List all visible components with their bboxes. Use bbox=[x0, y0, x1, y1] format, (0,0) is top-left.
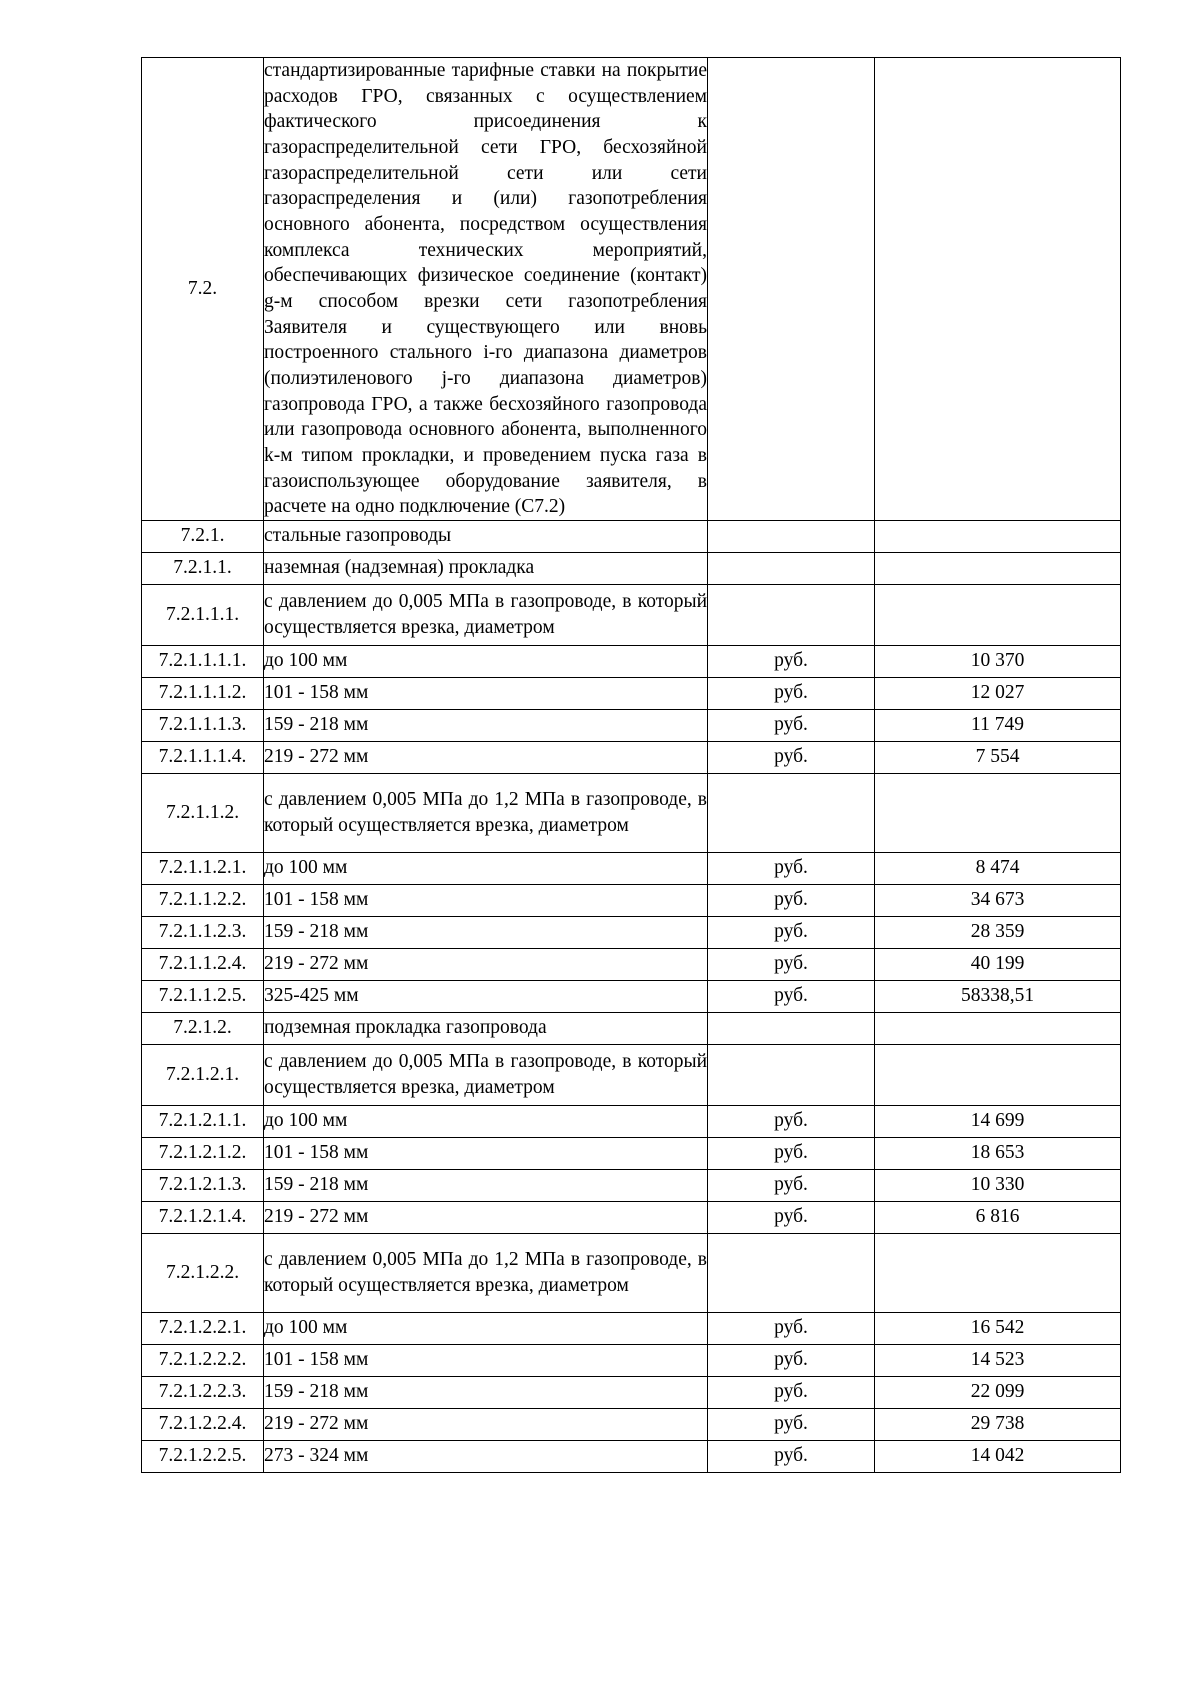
row-unit: руб. bbox=[708, 1201, 875, 1233]
row-description: 219 - 272 мм bbox=[264, 948, 708, 980]
row-description: до 100 мм bbox=[264, 645, 708, 677]
row-value bbox=[875, 1233, 1121, 1312]
row-value: 34 673 bbox=[875, 884, 1121, 916]
table-row bbox=[142, 948, 1121, 980]
row-unit: руб. bbox=[708, 741, 875, 773]
table-row bbox=[142, 1344, 1121, 1376]
row-value: 14 699 bbox=[875, 1105, 1121, 1137]
row-value: 10 330 bbox=[875, 1169, 1121, 1201]
row-number: 7.2.1.2.2.1. bbox=[142, 1312, 264, 1344]
row-value bbox=[875, 58, 1121, 521]
row-number: 7.2.1.1.1. bbox=[142, 584, 264, 645]
row-unit bbox=[708, 1044, 875, 1105]
table-row bbox=[142, 1169, 1121, 1201]
row-description: 159 - 218 мм bbox=[264, 1169, 708, 1201]
table-row bbox=[142, 645, 1121, 677]
row-number: 7.2.1.1.2.4. bbox=[142, 948, 264, 980]
row-number: 7.2.1.1.2.2. bbox=[142, 884, 264, 916]
row-description: 219 - 272 мм bbox=[264, 1408, 708, 1440]
row-unit bbox=[708, 584, 875, 645]
table-row bbox=[142, 1012, 1121, 1044]
row-unit: руб. bbox=[708, 948, 875, 980]
row-value: 22 099 bbox=[875, 1376, 1121, 1408]
row-unit: руб. bbox=[708, 916, 875, 948]
row-number: 7.2.1.1.2.1. bbox=[142, 852, 264, 884]
table-row bbox=[142, 1105, 1121, 1137]
row-value: 7 554 bbox=[875, 741, 1121, 773]
row-number: 7.2.1.2.2.5. bbox=[142, 1440, 264, 1472]
table-row bbox=[142, 773, 1121, 852]
tariff-table bbox=[141, 57, 1121, 1473]
row-unit bbox=[708, 1233, 875, 1312]
row-description: с давлением до 0,005 МПа в газопроводе, в который осуществляется врезка, диаметром bbox=[264, 584, 708, 645]
row-number: 7.2.1.2.1. bbox=[142, 1044, 264, 1105]
table-row bbox=[142, 584, 1121, 645]
row-description: до 100 мм bbox=[264, 1312, 708, 1344]
row-value: 58338,51 bbox=[875, 980, 1121, 1012]
row-unit bbox=[708, 773, 875, 852]
table-row bbox=[142, 741, 1121, 773]
row-description: 325-425 мм bbox=[264, 980, 708, 1012]
table-row bbox=[142, 1137, 1121, 1169]
row-unit bbox=[708, 520, 875, 552]
row-description: 101 - 158 мм bbox=[264, 677, 708, 709]
row-description: до 100 мм bbox=[264, 1105, 708, 1137]
tariff-table-body bbox=[142, 58, 1121, 1473]
row-number: 7.2.1.1.2. bbox=[142, 773, 264, 852]
row-value bbox=[875, 1044, 1121, 1105]
row-unit: руб. bbox=[708, 1376, 875, 1408]
table-row bbox=[142, 916, 1121, 948]
row-unit: руб. bbox=[708, 1312, 875, 1344]
table-row bbox=[142, 709, 1121, 741]
table-row bbox=[142, 520, 1121, 552]
row-description: с давлением 0,005 МПа до 1,2 МПа в газопроводе, в который осуществляется врезка, диаметром bbox=[264, 773, 708, 852]
row-value bbox=[875, 1012, 1121, 1044]
row-number: 7.2.1.1.1.1. bbox=[142, 645, 264, 677]
row-value: 28 359 bbox=[875, 916, 1121, 948]
row-value: 18 653 bbox=[875, 1137, 1121, 1169]
row-description: 219 - 272 мм bbox=[264, 1201, 708, 1233]
row-description: подземная прокладка газопровода bbox=[264, 1012, 708, 1044]
row-number: 7.2.1.2.1.2. bbox=[142, 1137, 264, 1169]
row-number: 7.2.1.1.2.5. bbox=[142, 980, 264, 1012]
row-value: 6 816 bbox=[875, 1201, 1121, 1233]
table-row bbox=[142, 852, 1121, 884]
table-row bbox=[142, 1201, 1121, 1233]
row-unit: руб. bbox=[708, 677, 875, 709]
row-unit: руб. bbox=[708, 709, 875, 741]
row-description: 219 - 272 мм bbox=[264, 741, 708, 773]
row-value: 8 474 bbox=[875, 852, 1121, 884]
row-description: до 100 мм bbox=[264, 852, 708, 884]
row-unit: руб. bbox=[708, 852, 875, 884]
row-value: 16 542 bbox=[875, 1312, 1121, 1344]
row-number: 7.2.1. bbox=[142, 520, 264, 552]
row-unit: руб. bbox=[708, 1408, 875, 1440]
row-description: 159 - 218 мм bbox=[264, 709, 708, 741]
row-description: 159 - 218 мм bbox=[264, 916, 708, 948]
table-row bbox=[142, 1312, 1121, 1344]
table-row bbox=[142, 980, 1121, 1012]
row-unit bbox=[708, 552, 875, 584]
row-value bbox=[875, 773, 1121, 852]
row-value: 40 199 bbox=[875, 948, 1121, 980]
row-number: 7.2.1.1.1.4. bbox=[142, 741, 264, 773]
table-row bbox=[142, 1233, 1121, 1312]
row-value: 29 738 bbox=[875, 1408, 1121, 1440]
row-value: 12 027 bbox=[875, 677, 1121, 709]
row-unit: руб. bbox=[708, 884, 875, 916]
row-unit: руб. bbox=[708, 980, 875, 1012]
row-unit: руб. bbox=[708, 1440, 875, 1472]
row-value: 14 042 bbox=[875, 1440, 1121, 1472]
row-number: 7.2.1.2.2.3. bbox=[142, 1376, 264, 1408]
row-description: с давлением до 0,005 МПа в газопроводе, в который осуществляется врезка, диаметром bbox=[264, 1044, 708, 1105]
row-number: 7.2.1.2. bbox=[142, 1012, 264, 1044]
row-number: 7.2.1.2.2. bbox=[142, 1233, 264, 1312]
row-value bbox=[875, 584, 1121, 645]
table-row bbox=[142, 677, 1121, 709]
row-description: стандартизированные тарифные ставки на покрытие расходов ГРО, связанных с осуществлением фактического присоединения к газораспределительной сети ГРО, бесхозяйной газораспределительной сети или сети газораспределения и (или) газопотребления основного абонента, посредством осуществления комплекса технических мероприятий, обеспечивающих физическое соединение (контакт) g-м способом врезки сети газопотребления Заявителя и существующего или вновь построенного стального i-го диапазона диаметров (полиэтиленового j-го диапазона диаметров) газопровода ГРО, а также бесхозяйного газопровода или газопровода основного абонента, выполненного k-м типом прокладки, и проведением пуска газа в газоиспользующее оборудование заявителя, в расчете на одно подключение (С7.2) bbox=[264, 58, 708, 521]
table-row bbox=[142, 1376, 1121, 1408]
row-value: 14 523 bbox=[875, 1344, 1121, 1376]
table-row bbox=[142, 1408, 1121, 1440]
row-unit: руб. bbox=[708, 1137, 875, 1169]
row-value: 10 370 bbox=[875, 645, 1121, 677]
row-value: 11 749 bbox=[875, 709, 1121, 741]
row-description: наземная (надземная) прокладка bbox=[264, 552, 708, 584]
row-number: 7.2.1.2.1.1. bbox=[142, 1105, 264, 1137]
row-unit: руб. bbox=[708, 1169, 875, 1201]
row-unit: руб. bbox=[708, 1344, 875, 1376]
row-number: 7.2.1.2.2.4. bbox=[142, 1408, 264, 1440]
row-number: 7.2.1.2.1.4. bbox=[142, 1201, 264, 1233]
row-number: 7.2.1.2.2.2. bbox=[142, 1344, 264, 1376]
row-number: 7.2. bbox=[142, 58, 264, 521]
row-number: 7.2.1.1.1.2. bbox=[142, 677, 264, 709]
table-row bbox=[142, 58, 1121, 521]
row-number: 7.2.1.2.1.3. bbox=[142, 1169, 264, 1201]
row-unit bbox=[708, 58, 875, 521]
row-description: 159 - 218 мм bbox=[264, 1376, 708, 1408]
row-unit: руб. bbox=[708, 1105, 875, 1137]
row-description: 273 - 324 мм bbox=[264, 1440, 708, 1472]
row-number: 7.2.1.1.2.3. bbox=[142, 916, 264, 948]
row-description: 101 - 158 мм bbox=[264, 1344, 708, 1376]
table-row bbox=[142, 1044, 1121, 1105]
table-row bbox=[142, 1440, 1121, 1472]
row-value bbox=[875, 520, 1121, 552]
row-unit: руб. bbox=[708, 645, 875, 677]
row-number: 7.2.1.1. bbox=[142, 552, 264, 584]
row-number: 7.2.1.1.1.3. bbox=[142, 709, 264, 741]
row-description: стальные газопроводы bbox=[264, 520, 708, 552]
row-unit bbox=[708, 1012, 875, 1044]
table-row bbox=[142, 884, 1121, 916]
row-description: 101 - 158 мм bbox=[264, 884, 708, 916]
row-value bbox=[875, 552, 1121, 584]
row-description: с давлением 0,005 МПа до 1,2 МПа в газопроводе, в который осуществляется врезка, диаметром bbox=[264, 1233, 708, 1312]
row-description: 101 - 158 мм bbox=[264, 1137, 708, 1169]
table-row bbox=[142, 552, 1121, 584]
